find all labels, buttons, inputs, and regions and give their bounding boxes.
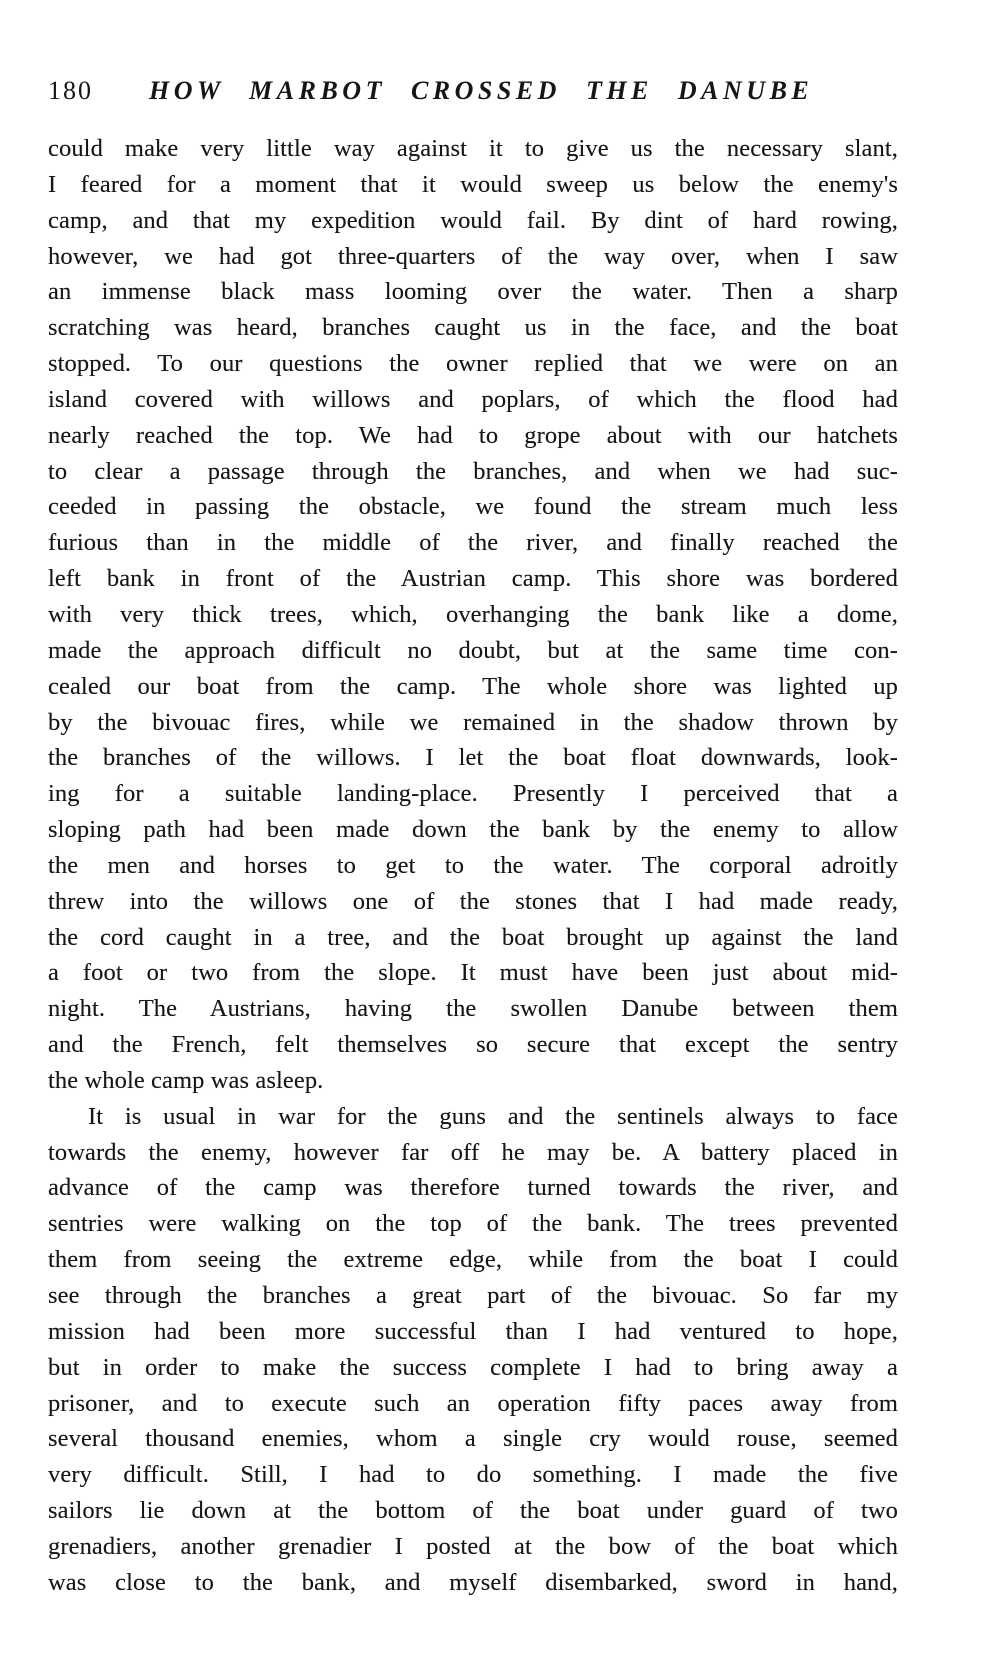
text-line: stopped. To our questions the owner replied that we were on an: [48, 350, 898, 378]
text-line: cealed our boat from the camp. The whole shore was lighted up: [48, 672, 898, 700]
text-line: and the French, felt themselves so secure that except the sentry: [48, 1031, 898, 1059]
text-line: sloping path had been made down the bank by the enemy to allow: [48, 816, 898, 844]
text-line: nearly reached the top. We had to grope about with our hatchets: [48, 421, 898, 449]
text-line: made the approach difficult no doubt, but at the same time con-: [48, 636, 898, 664]
text-line: sailors lie down at the bottom of the boat under guard of two: [48, 1497, 898, 1525]
text-line: an immense black mass looming over the water. Then a sharp: [48, 278, 898, 306]
text-line: ing for a suitable landing-place. Presently I perceived that a: [48, 780, 898, 808]
text-line: but in order to make the success complete I had to bring away a: [48, 1353, 898, 1381]
text-line: by the bivouac fires, while we remained in the shadow thrown by: [48, 708, 898, 736]
text-line: the cord caught in a tree, and the boat brought up against the land: [48, 923, 898, 951]
running-title: HOW MARBOT CROSSED THE DANUBE: [149, 76, 814, 105]
paragraph-continuation: [48, 131, 898, 1099]
text-line: grenadiers, another grenadier I posted at the bow of the boat which: [48, 1532, 898, 1560]
text-line: threw into the willows one of the stones that I had made ready,: [48, 887, 898, 915]
text-line: could make very little way against it to give us the necessary slant,: [48, 135, 898, 162]
text-line: night. The Austrians, having the swollen Danube between them: [48, 995, 898, 1023]
text-line: mission had been more successful than I had ventured to hope,: [48, 1317, 898, 1345]
text-line: camp, and that my expedition would fail. By dint of hard rowing,: [48, 206, 898, 234]
text-line: was close to the bank, and myself disembarked, sword in hand,: [48, 1568, 898, 1596]
text-line: however, we had got three-quarters of the way over, when I saw: [48, 242, 898, 270]
text-line: very difficult. Still, I had to do something. I made the five: [48, 1461, 898, 1489]
text-line: ceeded in passing the obstacle, we found the stream much less: [48, 493, 898, 521]
text-line: the men and horses to get to the water. The corporal adroitly: [48, 851, 898, 879]
text-line: It is usual in war for the guns and the sentinels always to face: [88, 1102, 898, 1130]
text-line: prisoner, and to execute such an operation fifty paces away from: [48, 1389, 898, 1417]
text-line: scratching was heard, branches caught us in the face, and the boat: [48, 314, 898, 342]
paragraph-second: [48, 1099, 898, 1601]
text-line: island covered with willows and poplars, of which the flood had: [48, 385, 898, 413]
text-line: to clear a passage through the branches, and when we had suc-: [48, 457, 898, 485]
text-line: left bank in front of the Austrian camp. This shore was bordered: [48, 565, 898, 593]
text-line: sentries were walking on the top of the bank. The trees prevented: [48, 1210, 898, 1238]
text-line: the branches of the willows. I let the boat float downwards, look-: [48, 744, 898, 772]
text-line: several thousand enemies, whom a single cry would rouse, seemed: [48, 1425, 898, 1453]
page-body: [48, 131, 898, 1601]
text-line: a foot or two from the slope. It must have been just about mid-: [48, 959, 898, 987]
text-line: the whole camp was asleep.: [48, 1066, 324, 1094]
text-line: I feared for a moment that it would sweep us below the enemy's: [48, 170, 898, 198]
text-line: them from seeing the extreme edge, while from the boat I could: [48, 1246, 898, 1274]
running-header: [48, 76, 900, 106]
text-line: furious than in the middle of the river, and finally reached the: [48, 529, 898, 557]
text-line: with very thick trees, which, overhanging the bank like a dome,: [48, 600, 898, 628]
page-number: 180: [48, 76, 93, 105]
text-line: see through the branches a great part of the bivouac. So far my: [48, 1282, 898, 1309]
text-line: advance of the camp was therefore turned towards the river, and: [48, 1174, 898, 1202]
text-line: towards the enemy, however far off he may be. A battery placed in: [48, 1138, 898, 1166]
